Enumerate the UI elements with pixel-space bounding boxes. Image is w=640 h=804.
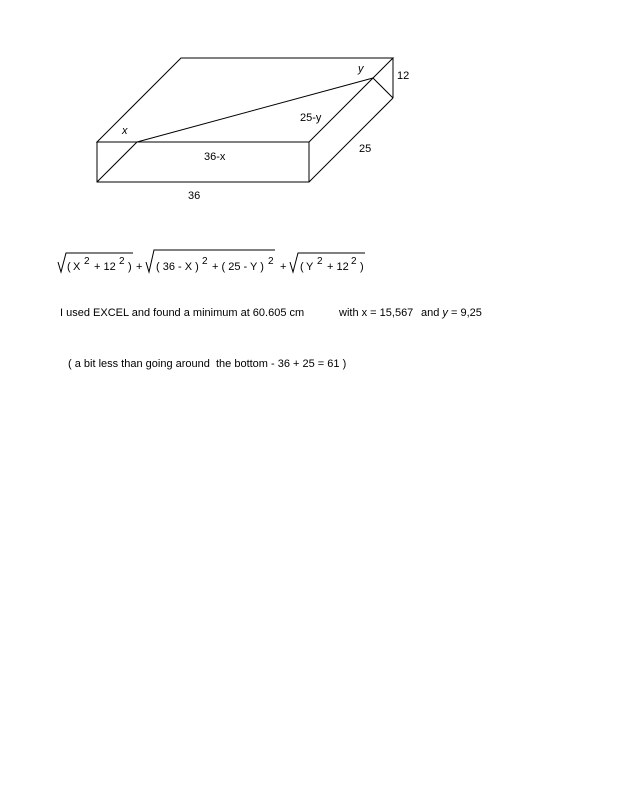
result-text: I used EXCEL and found a minimum at 60.605 cm xyxy=(60,307,305,319)
formula-t1-open: ( xyxy=(67,261,71,273)
box-top-face xyxy=(97,58,393,142)
formula-t2-exp1: 2 xyxy=(202,256,208,267)
formula-t1-close: ) xyxy=(128,261,132,273)
formula-t3-plus: + 12 xyxy=(327,261,349,273)
formula-t3-var: Y xyxy=(306,261,314,273)
formula-t3-exp2: 2 xyxy=(351,256,357,267)
label-y: y xyxy=(358,63,364,75)
label-depth-25: 25 xyxy=(359,143,372,155)
distance-formula xyxy=(0,240,640,280)
box-right-bottom-edge xyxy=(309,98,393,182)
formula-t3-open: ( xyxy=(300,261,304,273)
formula-t2-part1: ( 36 - X ) xyxy=(156,261,199,273)
formula-t1-var: X xyxy=(73,261,81,273)
result-and-word: and xyxy=(421,307,443,319)
path-top-diagonal xyxy=(137,78,373,142)
box-diagram xyxy=(0,0,640,220)
formula-t3-close: ) xyxy=(360,261,364,273)
comparison-note: ( a bit less than going around the bottom - 36 + 25 = 61 ) xyxy=(68,358,347,370)
result-y-var: y xyxy=(442,307,448,319)
formula-op1: + xyxy=(136,261,143,273)
label-height-12: 12 xyxy=(397,70,410,82)
formula-op2: + xyxy=(280,261,287,273)
formula-t1-exp1: 2 xyxy=(84,256,90,267)
result-y-number: = 9,25 xyxy=(447,307,482,319)
formula-t3-exp1: 2 xyxy=(317,256,323,267)
label-36-minus-x: 36-x xyxy=(204,151,226,163)
result-y-value xyxy=(421,307,482,320)
result-x-value: with x = 15,567 xyxy=(339,307,414,319)
path-front-diagonal xyxy=(97,142,137,182)
label-25-minus-y: 25-y xyxy=(300,112,322,124)
box-front-face xyxy=(97,142,309,182)
formula-t1-plus: + 12 xyxy=(94,261,116,273)
label-length-36: 36 xyxy=(188,190,201,202)
formula-t2-exp2: 2 xyxy=(268,256,274,267)
label-x: x xyxy=(122,125,128,137)
formula-t2-mid: + ( 25 - Y ) xyxy=(212,261,264,273)
formula-t1-exp2: 2 xyxy=(119,256,125,267)
path-side-diagonal xyxy=(373,78,393,98)
